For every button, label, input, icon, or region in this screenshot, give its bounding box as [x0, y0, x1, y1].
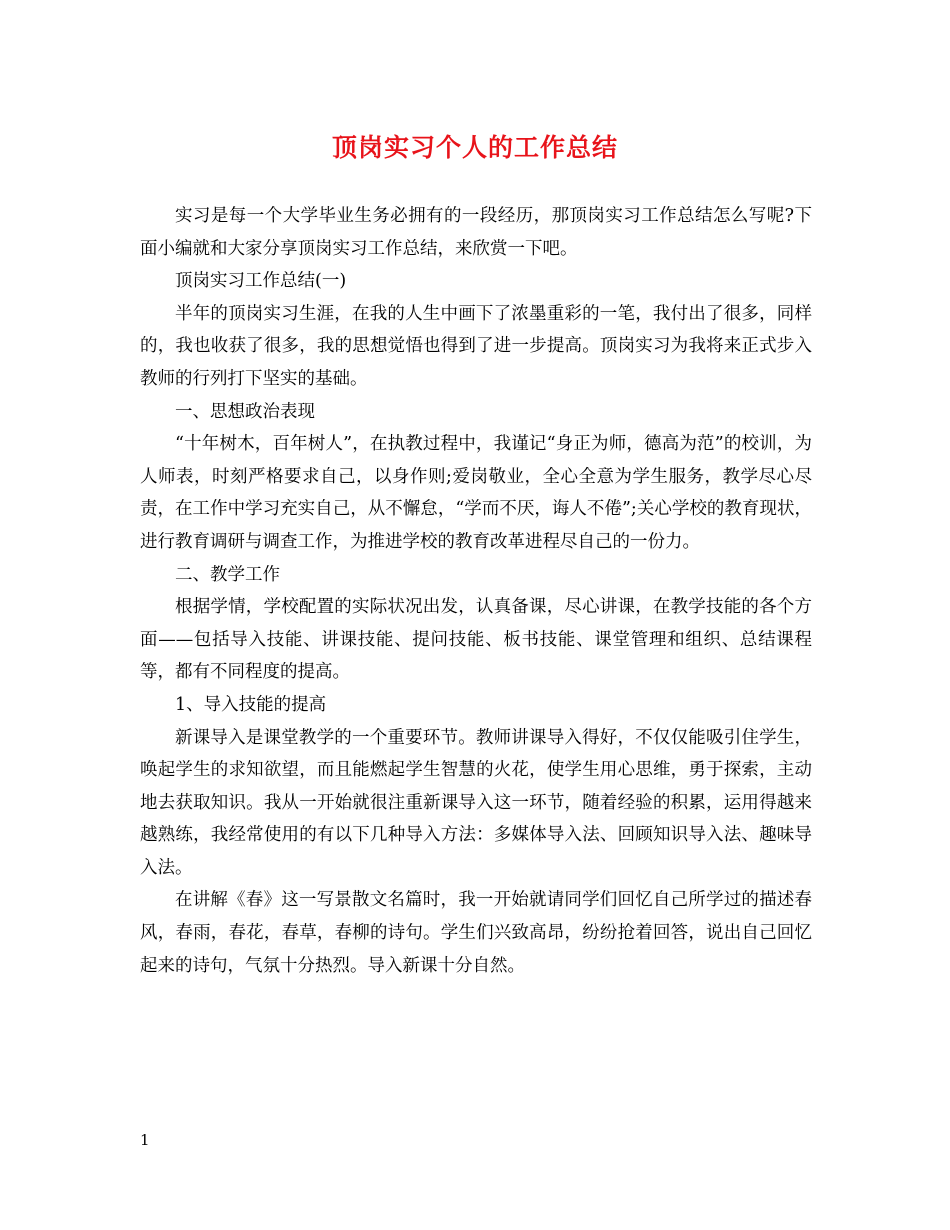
section-heading-political: 一、思想政治表现	[175, 401, 315, 422]
paragraph-political: “十年树木，百年树人”，在执教过程中，我谨记“身正为师，德高为范”的校训，为人师表，时刻严格要求自己，以身作则;爱岗敬业，全心全意为学生服务，教学尽心尽责，在工作中学习充实自己，从不懈怠，“学而不厌，诲人不倦”;关心学校的教育现状，进行教育调研与调查工作，为推进学校的教育改革进程尽自己的一份力。	[140, 434, 812, 552]
paragraph-overview: 半年的顶岗实习生涯，在我的人生中画下了浓墨重彩的一笔，我付出了很多，同样的，我也收获了很多，我的思想觉悟也得到了进一步提高。顶岗实习为我将来正式步入教师的行列打下坚实的基础。	[140, 303, 812, 389]
paragraph-teaching: 根据学情，学校配置的实际状况出发，认真备课，尽心讲课，在教学技能的各个方面——包括导入技能、讲课技能、提问技能、板书技能、课堂管理和组织、总结课程等，都有不同程度的提高。	[140, 597, 812, 683]
paragraph-intro: 实习是每一个大学毕业生务必拥有的一段经历，那顶岗实习工作总结怎么写呢?下面小编就和大家分享顶岗实习工作总结，来欣赏一下吧。	[140, 206, 812, 259]
page-number: 1	[140, 1131, 150, 1149]
section-heading-summary-1: 顶岗实习工作总结(一)	[175, 271, 347, 292]
section-heading-introduction-skill: 1、导入技能的提高	[175, 694, 327, 715]
document-body	[140, 200, 812, 982]
paragraph-introduction-skill: 新课导入是课堂教学的一个重要环节。教师讲课导入得好，不仅仅能吸引住学生，唤起学生的求知欲望，而且能燃起学生智慧的火花，使学生用心思维，勇于探索，主动地去获取知识。我从一开始就很注重新课导入这一环节，随着经验的积累，运用得越来越熟练，我经常使用的有以下几种导入方法：多媒体导入法、回顾知识导入法、趣味导入法。	[140, 727, 812, 878]
section-heading-teaching: 二、教学工作	[175, 564, 280, 585]
paragraph-spring-example: 在讲解《春》这一写景散文名篇时，我一开始就请同学们回忆自己所学过的描述春风，春雨，春花，春草，春柳的诗句。学生们兴致高昂，纷纷抢着回答，说出自己回忆起来的诗句，气氛十分热烈。导入新课十分自然。	[140, 890, 812, 976]
document-title: 顶岗实习个人的工作总结	[331, 133, 618, 162]
